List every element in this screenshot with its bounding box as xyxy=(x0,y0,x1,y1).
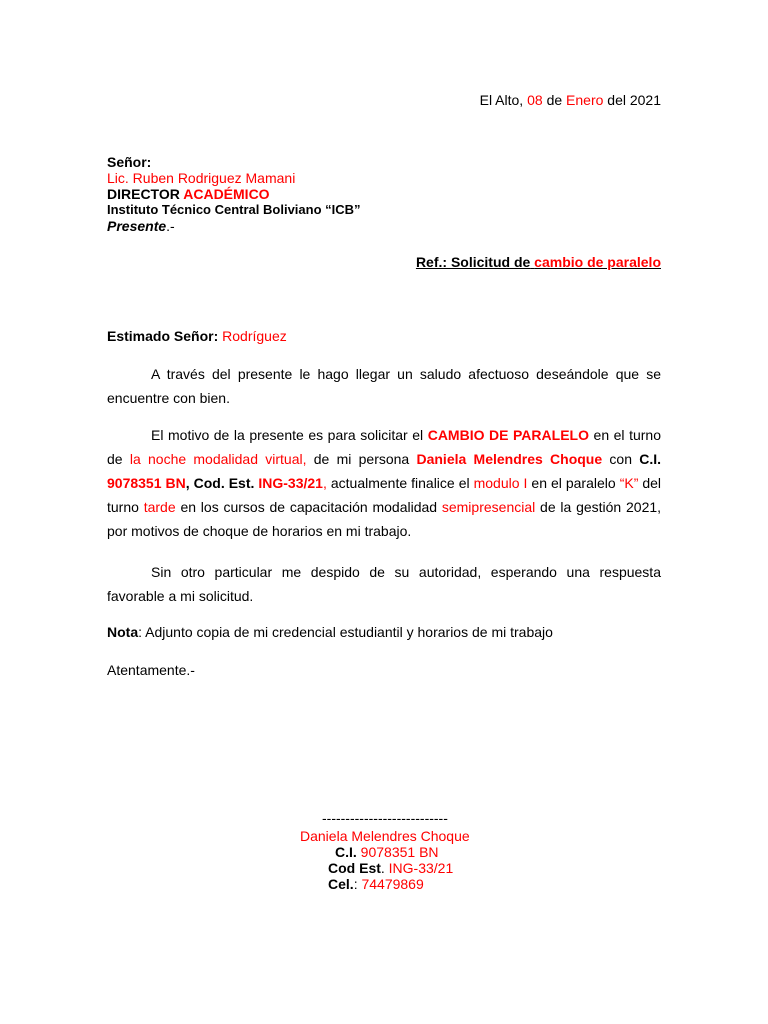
greeting xyxy=(107,327,287,345)
p2-t17: del turno xyxy=(107,475,662,515)
addressee-block xyxy=(107,154,361,234)
addressee-name: Lic. Ruben Rodriguez Mamani xyxy=(107,170,296,186)
signature-cod-sep: . xyxy=(380,860,385,876)
addressee-salutation: Señor: xyxy=(107,154,152,170)
signature-cel-value: 74479869 xyxy=(361,876,424,892)
greeting-prefix: Estimado Señor: xyxy=(107,328,219,344)
signature-cod-value: ING-33/21 xyxy=(388,860,454,876)
p2-paralelo: “K” xyxy=(619,475,639,491)
p2-cod-label: , Cod. Est. xyxy=(185,475,255,491)
signature-ci-label: C.I. xyxy=(335,844,357,860)
signature-ci xyxy=(335,844,439,860)
p2-t5: de mi persona xyxy=(313,451,410,467)
p2-student-name: Daniela Melendres Choque xyxy=(416,451,603,467)
closing: Atentamente.- xyxy=(107,662,195,678)
reference-line xyxy=(416,253,661,271)
p2-cod-value: ING-33/21 xyxy=(258,475,323,491)
ref-subject: cambio de paralelo xyxy=(534,254,661,270)
p2-ci-label: C.I. xyxy=(639,451,662,467)
date-month: Enero xyxy=(566,92,604,108)
paragraph-1: A través del presente le hago llegar un saludo afectuoso deseándole que se encuentre con bien. xyxy=(107,366,661,406)
signature-line: --------------------------- xyxy=(322,810,448,826)
addressee-institution: Instituto Técnico Central Boliviano “ICB” xyxy=(107,202,361,217)
paragraph-3: Sin otro particular me despido de su autoridad, esperando una respuesta favorable a mi solicitud. xyxy=(107,564,661,604)
date-de: de xyxy=(546,92,563,108)
addressee-title-suffix: ACADÉMICO xyxy=(183,186,270,202)
addressee-title xyxy=(107,186,361,202)
presente-word: Presente xyxy=(107,218,167,234)
p2-t1: El motivo de la presente es para solicitar el xyxy=(151,427,424,443)
presente-suffix: .- xyxy=(166,218,175,234)
signature-cod-label: Cod Est xyxy=(328,860,381,876)
p2-comma: , xyxy=(322,475,327,491)
p2-t15: en el paralelo xyxy=(531,475,616,491)
date-year: del 2021 xyxy=(607,92,661,108)
p2-modulo: modulo I xyxy=(473,475,528,491)
ref-prefix: Ref.: Solicitud de xyxy=(415,254,531,270)
addressee-presente xyxy=(107,218,361,234)
p2-ci-value: 9078351 BN xyxy=(107,475,186,491)
date-day: 08 xyxy=(527,92,543,108)
date-place: El Alto, xyxy=(479,92,524,108)
paragraph-2 xyxy=(107,423,661,543)
signature-name: Daniela Melendres Choque xyxy=(300,828,470,844)
p2-t3: en el turno de xyxy=(107,427,661,467)
p2-turno: tarde xyxy=(143,499,176,515)
note-label: Nota xyxy=(107,624,139,640)
letter-date xyxy=(480,91,661,109)
p2-t21: de la gestión 2021, por motivos de choque de horarios en mi trabajo. xyxy=(107,499,662,539)
signature-cel-sep: : xyxy=(353,876,358,892)
signature-cel-label: Cel. xyxy=(328,876,354,892)
p2-t19: en los cursos de capacitación modalidad xyxy=(180,499,438,515)
p2-cambio: CAMBIO DE PARALELO xyxy=(427,427,589,443)
signature-ci-value: 9078351 BN xyxy=(360,844,439,860)
greeting-name: Rodríguez xyxy=(222,328,287,344)
p2-modalidad: la noche modalidad virtual, xyxy=(129,451,307,467)
note-line xyxy=(107,623,553,641)
signature-cel xyxy=(328,876,424,892)
note-text: : Adjunto copia de mi credencial estudiantil y horarios de mi trabajo xyxy=(138,624,553,640)
p2-t7: con xyxy=(609,451,632,467)
signature-cod xyxy=(328,860,453,876)
addressee-title-prefix: DIRECTOR xyxy=(107,186,180,202)
p2-t13: actualmente finalice el xyxy=(330,475,470,491)
p2-semipresencial: semipresencial xyxy=(441,499,536,515)
